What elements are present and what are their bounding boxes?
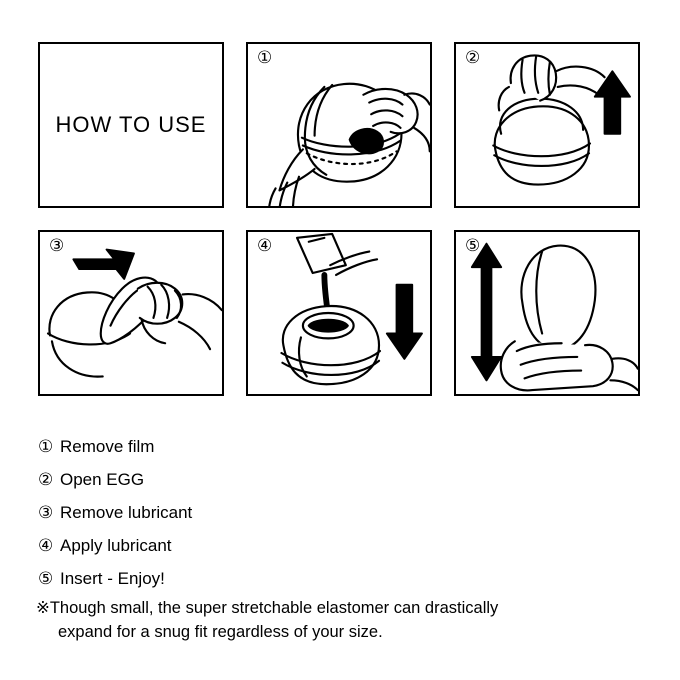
hand-opening-egg-illustration	[456, 44, 638, 206]
legend-item-5	[38, 562, 644, 595]
legend-label-3: Remove lubricant	[60, 503, 193, 522]
legend-item-4	[38, 529, 644, 562]
footnote-line-1: ※Though small, the super stretchable elastomer can drastically	[36, 599, 499, 617]
page-title: HOW TO USE	[55, 112, 207, 137]
step-number-1: ①	[257, 48, 273, 67]
step-number-3: ③	[49, 236, 65, 255]
legend-item-3	[38, 496, 644, 529]
legend-number-1: ①	[38, 437, 54, 456]
legend-label-4: Apply lubricant	[60, 536, 172, 555]
pouring-lubricant-illustration	[248, 232, 430, 394]
footnote	[36, 596, 648, 644]
hand-removing-lubricant-illustration	[40, 232, 222, 394]
legend-number-2: ②	[38, 470, 54, 489]
panel-remove-film	[246, 42, 432, 208]
panel-how-to-use	[38, 42, 224, 208]
step-number-2: ②	[465, 48, 481, 67]
legend-item-1	[38, 430, 644, 463]
panel-open-egg	[454, 42, 640, 208]
legend-number-3: ③	[38, 503, 54, 522]
legend-label-1: Remove film	[60, 437, 155, 456]
step-number-4: ④	[257, 236, 273, 255]
hand-peeling-film-illustration	[248, 44, 430, 206]
panel-grid	[38, 42, 642, 396]
panel-apply-lubricant	[246, 230, 432, 396]
legend-list	[38, 430, 644, 595]
legend-item-2	[38, 463, 644, 496]
step-number-5: ⑤	[465, 236, 481, 255]
legend-label-2: Open EGG	[60, 470, 145, 489]
legend-number-5: ⑤	[38, 569, 54, 588]
hand-holding-egg-illustration	[456, 232, 638, 394]
panel-remove-lubricant	[38, 230, 224, 396]
panel-insert-enjoy	[454, 230, 640, 396]
legend-label-5: Insert - Enjoy!	[60, 569, 165, 588]
legend-number-4: ④	[38, 536, 54, 555]
footnote-line-2: expand for a snug fit regardless of your size.	[58, 623, 383, 641]
